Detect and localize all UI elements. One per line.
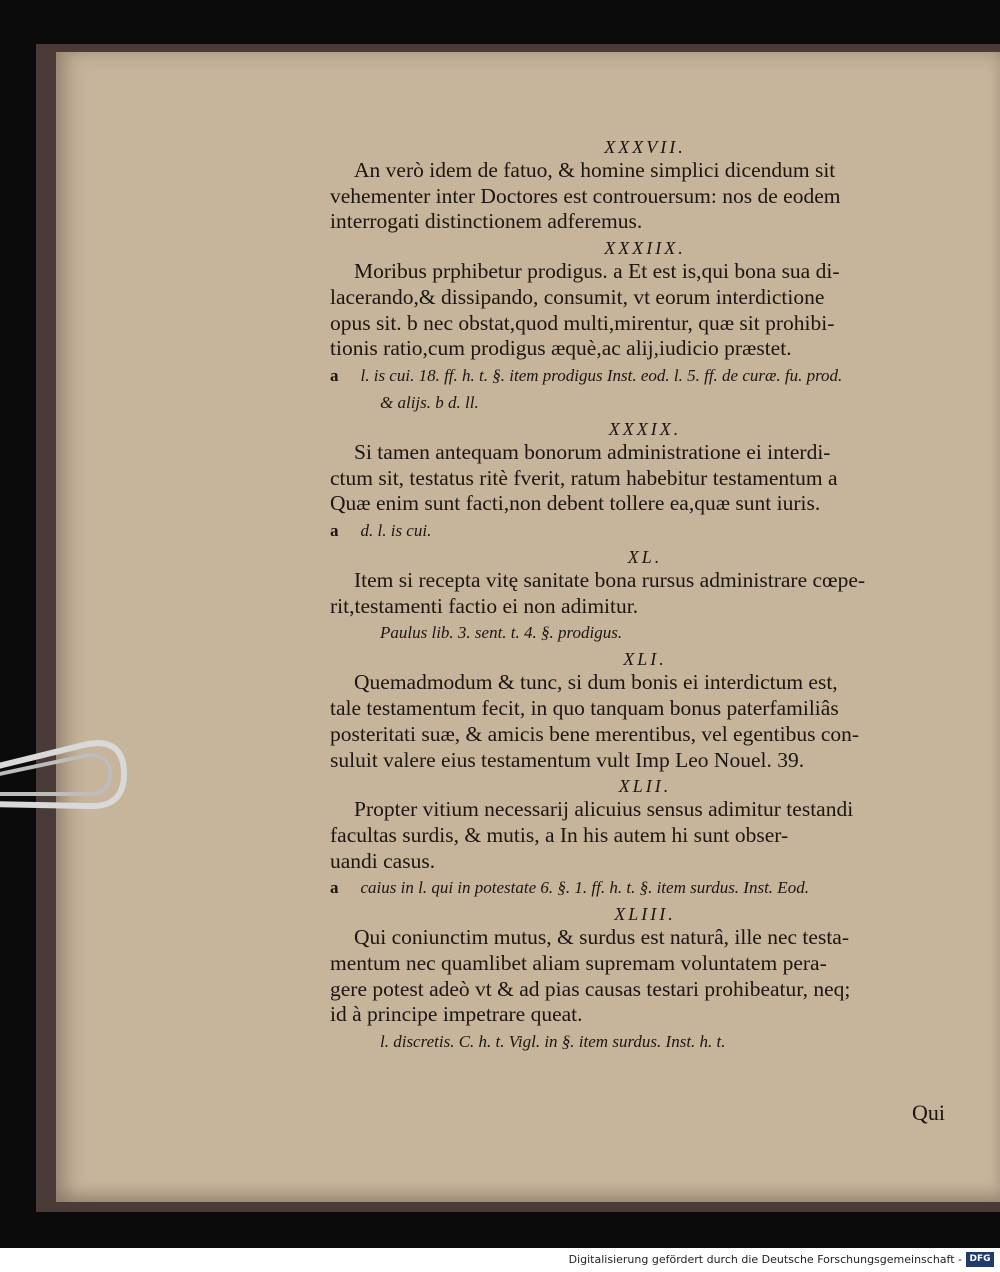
dfg-logo-icon: DFG xyxy=(966,1252,994,1267)
text-line: Quemadmodum & tunc, si dum bonis ei interdictum est, xyxy=(354,670,838,695)
section-40-text xyxy=(330,568,960,619)
section-numeral-40: XL. xyxy=(627,547,663,568)
note-mark-a: a xyxy=(330,365,339,385)
section-numeral-43: XLIII. xyxy=(614,904,676,925)
text-line: tale testamentum fecit, in quo tanquam bonus paterfamiliâs xyxy=(330,696,839,721)
section-42-text xyxy=(330,797,960,874)
footnote-text: d. l. is cui. xyxy=(360,521,432,541)
section-37-text xyxy=(330,158,960,235)
page-text xyxy=(330,134,960,1057)
text-line: facultas surdis, & mutis, a In his autem hi sunt obser- xyxy=(330,822,789,847)
section-numeral-42: XLII. xyxy=(618,776,672,797)
text-line: gere potest adeò vt & ad pias causas testari prohibeatur, neq; xyxy=(330,976,851,1001)
footnote-text: caius in l. qui in potestate 6. §. 1. ff. h. t. §. item surdus. Inst. Eod. xyxy=(360,878,809,898)
text-line: ctum sit, testatus ritè fverit, ratum habebitur testamentum a xyxy=(330,465,838,490)
text-line: mentum nec quamlibet aliam supremam voluntatem pera- xyxy=(330,951,827,976)
footnote xyxy=(330,876,960,899)
catchword: Qui xyxy=(912,1100,945,1125)
text-line: id à principe impetrare queat. xyxy=(330,1002,583,1027)
section-numeral-37: XXXVII. xyxy=(604,137,686,157)
text-line: tionis ratio,cum prodigus æquè,ac alij,iudicio præstet. xyxy=(330,336,792,361)
footnote-text: l. is cui. 18. ff. h. t. §. item prodigus Inst. eod. l. 5. ff. de curæ. fu. prod. xyxy=(360,365,843,385)
footnote xyxy=(330,519,960,542)
footnote xyxy=(330,364,960,387)
section-numeral-41: XLI. xyxy=(623,649,667,670)
note-mark-a: a xyxy=(330,521,339,541)
footnote-text: Paulus lib. 3. sent. t. 4. §. prodigus. xyxy=(380,623,623,643)
footer-credit: Digitalisierung gefördert durch die Deutsche Forschungsgemeinschaft - xyxy=(568,1253,962,1266)
text-line: uandi casus. xyxy=(330,848,436,873)
text-line: opus sit. b nec obstat,quod multi,mirentur, quæ sit prohibi- xyxy=(330,310,835,335)
section-numeral-38: XXXIIX. xyxy=(604,238,686,259)
digitization-footer xyxy=(0,1248,1000,1272)
text-line: lacerando,& dissipando, consumit, vt eorum interdictione xyxy=(330,284,825,309)
footnote xyxy=(330,621,960,644)
section-43-text xyxy=(330,925,960,1028)
text-line: posteritati suæ, & amicis bene merentibus, vel egentibus con- xyxy=(330,721,860,746)
section-39-text xyxy=(330,440,960,517)
section-41-text xyxy=(330,670,960,773)
text-line: Qui coniunctim mutus, & surdus est naturâ, ille nec testa- xyxy=(354,925,849,950)
text-line: Propter vitium necessarij alicuius sensus adimitur testandi xyxy=(354,797,854,822)
text-line: rit,testamenti factio ei non adimitur. xyxy=(330,593,639,618)
text-line: Moribus prphibetur prodigus. a Et est is,qui bona sua di- xyxy=(354,259,840,284)
footnote xyxy=(330,391,960,414)
text-line: interrogati distinctionem adferemus. xyxy=(330,209,643,234)
text-line: Quæ enim sunt facti,non debent tollere ea,quæ sunt iuris. xyxy=(330,491,821,516)
note-mark-a: a xyxy=(330,878,339,898)
section-38-text xyxy=(330,259,960,362)
paperclip-image xyxy=(0,738,128,812)
text-line: Si tamen antequam bonorum administratione ei interdi- xyxy=(354,439,831,464)
text-line: Item si recepta vitę sanitate bona rursus administrare cœpe- xyxy=(354,568,866,593)
footnote-text: & alijs. b d. ll. xyxy=(380,392,479,412)
text-line: An verò idem de fatuo, & homine simplici dicendum sit xyxy=(354,158,836,182)
text-line: suluit valere eius testamentum vult Imp Leo Nouel. 39. xyxy=(330,747,805,772)
footnote xyxy=(330,1030,960,1053)
text-line: vehementer inter Doctores est controuersum: nos de eodem xyxy=(330,183,841,208)
section-numeral-39: XXXIX. xyxy=(608,418,682,439)
footnote-text: l. discretis. C. h. t. Vigl. in §. item surdus. Inst. h. t. xyxy=(380,1032,726,1052)
